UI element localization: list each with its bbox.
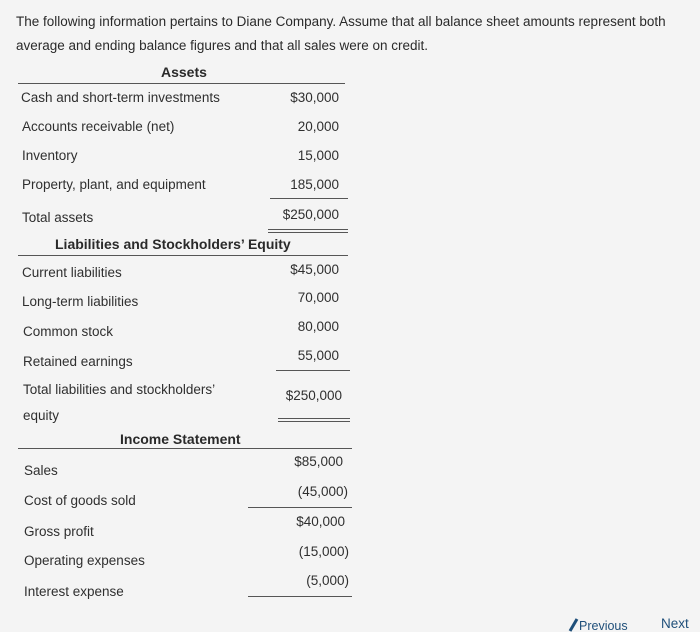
previous-button-wrap[interactable] xyxy=(570,613,640,632)
subtotal-rule-liabilities xyxy=(276,370,350,371)
row-value-total-assets: $250,000 xyxy=(282,207,339,222)
row-value-receivable: 20,000 xyxy=(297,119,339,134)
row-value-cash: $30,000 xyxy=(290,90,339,105)
row-value-longterm-liab: 70,000 xyxy=(297,290,339,305)
assets-title: Assets xyxy=(161,64,207,80)
next-button[interactable]: Next xyxy=(661,616,689,631)
row-label-gross-profit: Gross profit xyxy=(24,524,94,539)
row-label-total-liab-equity: Total liabilities and stockholders’ equity xyxy=(23,382,215,423)
row-value-common-stock: 80,000 xyxy=(297,319,339,334)
row-label-receivable: Accounts receivable (net) xyxy=(22,119,175,134)
assets-top-rule xyxy=(18,83,345,84)
problem-intro: The following information pertains to Diane Company. Assume that all balance sheet amounts represent both average and ending balance figures and that all sales were on credit. xyxy=(16,14,666,53)
income-rule xyxy=(18,448,352,449)
previous-button[interactable]: Previous xyxy=(579,619,628,632)
row-value-inventory: 15,000 xyxy=(297,148,339,163)
row-label-ppe: Property, plant, and equipment xyxy=(22,177,206,192)
subtotal-rule-interest xyxy=(248,596,352,597)
row-value-gross-profit: $40,000 xyxy=(296,514,345,529)
row-label-inventory: Inventory xyxy=(22,148,78,163)
row-label-operating: Operating expenses xyxy=(24,553,145,568)
row-value-current-liab: $45,000 xyxy=(290,262,339,277)
row-value-sales: $85,000 xyxy=(294,454,343,469)
row-value-ppe: 185,000 xyxy=(290,177,339,192)
subtotal-rule-gross xyxy=(248,507,352,508)
income-title: Income Statement xyxy=(120,431,241,447)
total-double-rule-assets xyxy=(268,229,348,233)
row-value-retained: 55,000 xyxy=(297,348,339,363)
row-label-current-liab: Current liabilities xyxy=(22,265,122,280)
row-label-cogs: Cost of goods sold xyxy=(24,493,136,508)
row-label-interest: Interest expense xyxy=(24,584,124,599)
total-double-rule-liabilities xyxy=(278,418,350,422)
row-value-cogs: (45,000) xyxy=(297,484,348,499)
subtotal-rule-assets xyxy=(270,198,348,199)
liabilities-rule xyxy=(18,255,348,256)
row-label-longterm-liab: Long-term liabilities xyxy=(22,294,139,309)
liabilities-title: Liabilities and Stockholders’ Equity xyxy=(55,236,291,252)
row-label-retained: Retained earnings xyxy=(23,354,133,369)
row-label-common-stock: Common stock xyxy=(23,324,114,339)
row-label-sales: Sales xyxy=(24,463,58,478)
row-label-cash: Cash and short-term investments xyxy=(21,90,220,105)
row-value-total-liab-equity: $250,000 xyxy=(285,388,342,403)
row-value-operating: (15,000) xyxy=(298,544,349,559)
row-value-interest: (5,000) xyxy=(306,573,349,588)
row-label-total-assets: Total assets xyxy=(22,210,94,225)
